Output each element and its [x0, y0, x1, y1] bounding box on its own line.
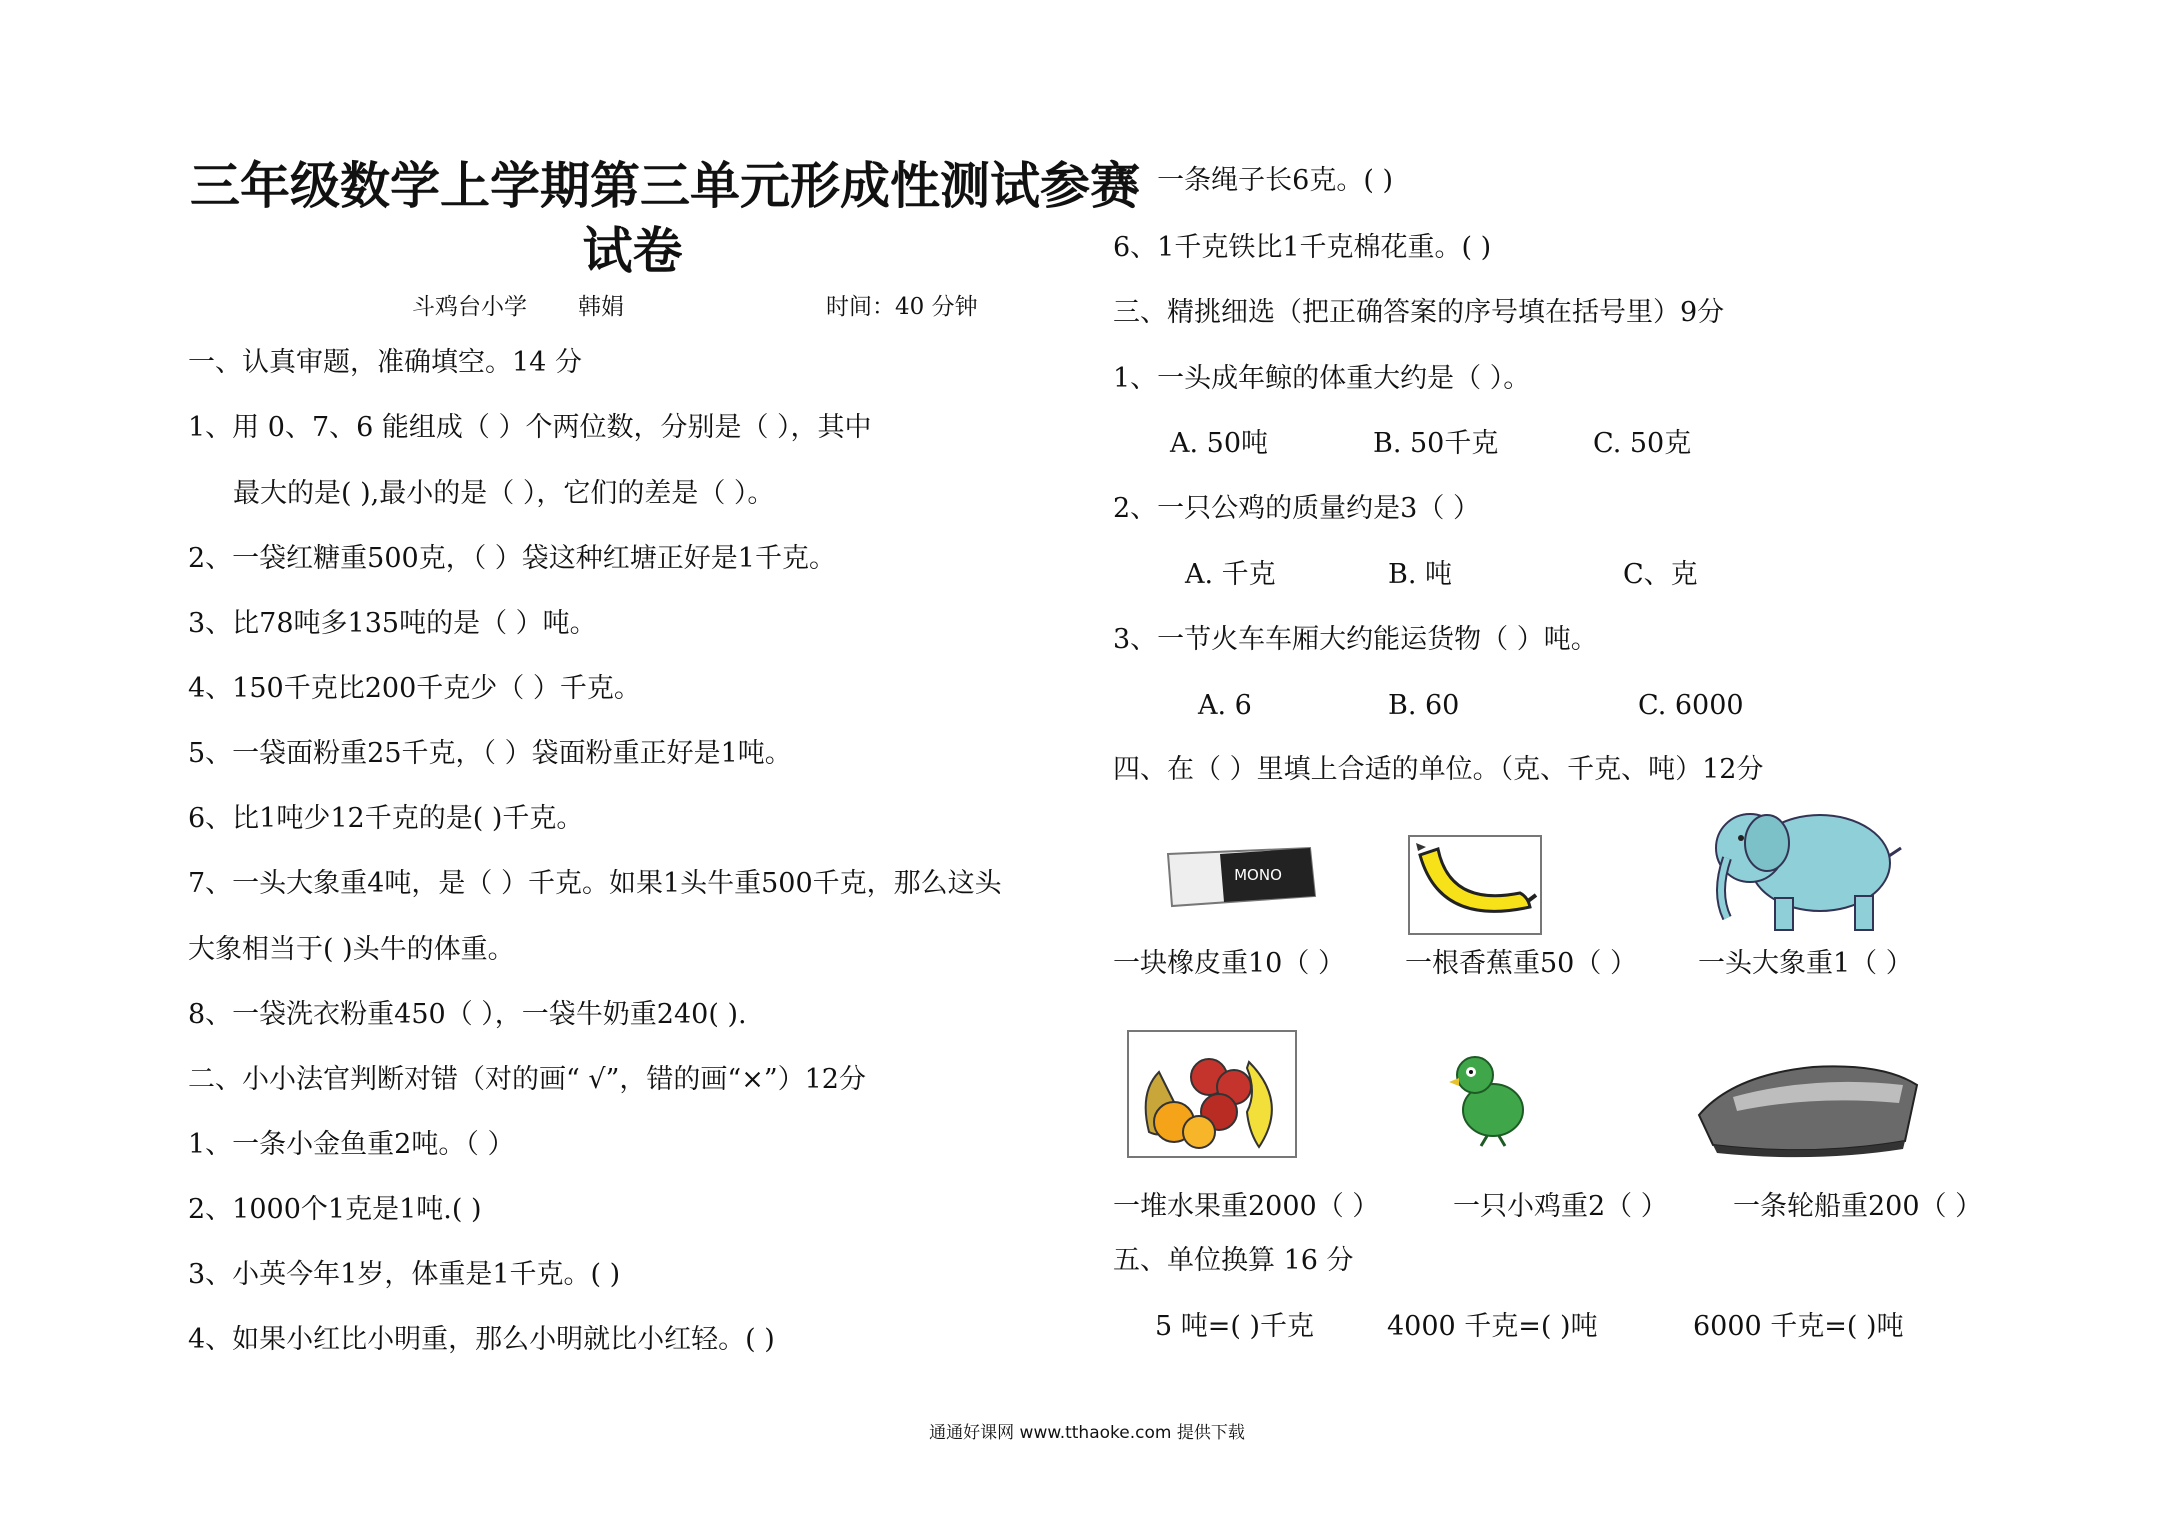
ship-illustration: [1693, 1045, 1923, 1163]
s1-question-2: 2、一袋红糖重500克，（ ）袋这种红塘正好是1千克。: [188, 543, 836, 574]
s1-question-1-cont: 最大的是( ),最小的是（ ），它们的差是（ ）。: [233, 478, 775, 509]
s1-question-7-cont: 大象相当于( )头牛的体重。: [188, 934, 515, 965]
school-name: 斗鸡台小学: [412, 294, 527, 320]
s5-conversion-1: 5 吨=( )千克: [1155, 1311, 1315, 1342]
s4-item-fruit: 一堆水果重2000（ ）: [1113, 1191, 1380, 1222]
s2-question-4: 4、如果小红比小明重，那么小明就比小红轻。( ): [188, 1324, 775, 1355]
s1-question-6: 6、比1吨少12千克的是( )千克。: [188, 803, 584, 834]
s1-question-4: 4、150千克比200千克少（ ）千克。: [188, 673, 641, 704]
elephant-illustration: [1705, 798, 1905, 938]
s3-q2-option-c: C、克: [1623, 559, 1698, 590]
s3-q3-option-b: B. 60: [1388, 690, 1460, 721]
s1-question-3: 3、比78吨多135吨的是（ ）吨。: [188, 608, 597, 639]
section1-heading: 一、认真审题，准确填空。14 分: [188, 347, 582, 378]
s3-question-3: 3、一节火车车厢大约能运货物（ ）吨。: [1113, 624, 1598, 655]
s3-q1-option-a: A. 50吨: [1170, 428, 1269, 459]
s4-item-chick: 一只小鸡重2（ ）: [1453, 1191, 1668, 1222]
page-title-line2: 试卷: [582, 222, 683, 280]
s1-question-7: 7、一头大象重4吨，是（ ）千克。如果1头牛重500千克，那么这头: [188, 868, 1002, 899]
section5-heading: 五、单位换算 16 分: [1113, 1245, 1354, 1276]
footer-source: 通通好课网 www.tthaoke.com 提供下载: [929, 1423, 1245, 1443]
s3-q1-option-c: C. 50克: [1593, 428, 1692, 459]
section3-heading: 三、精挑细选（把正确答案的序号填在括号里）9分: [1113, 297, 1725, 328]
eraser-brand-label: MONO: [1234, 866, 1282, 884]
s4-item-ship: 一条轮船重200（ ）: [1733, 1191, 1983, 1222]
banana-illustration: [1408, 835, 1542, 935]
s1-question-8: 8、一袋洗衣粉重450（ ），一袋牛奶重240( ).: [188, 999, 747, 1030]
time-limit: 时间：40 分钟: [826, 294, 978, 320]
teacher-name: 韩娟: [578, 294, 624, 320]
s3-q1-option-b: B. 50千克: [1373, 428, 1499, 459]
s1-question-1: 1、用 0、7、6 能组成（ ）个两位数，分别是（ ），其中: [188, 412, 872, 443]
s5-conversion-3: 6000 千克=( )吨: [1693, 1311, 1904, 1342]
eraser-illustration: [1160, 834, 1320, 914]
s3-question-2: 2、一只公鸡的质量约是3（ ）: [1113, 493, 1480, 524]
s1-question-5: 5、一袋面粉重25千克，（ ）袋面粉重正好是1吨。: [188, 738, 792, 769]
s3-q3-option-c: C. 6000: [1638, 690, 1744, 721]
section2-heading: 二、小小法官判断对错（对的画“ √”，错的画“×”）12分: [188, 1064, 866, 1095]
s5-conversion-2: 4000 千克=( )吨: [1387, 1311, 1598, 1342]
fruit-pile-illustration: [1127, 1030, 1297, 1158]
chick-illustration: [1445, 1040, 1535, 1150]
s4-item-eraser: 一块橡皮重10（ ）: [1113, 948, 1345, 979]
page-title: 三年级数学上学期第三单元形成性测试参赛: [190, 157, 1140, 215]
s2-question-1: 1、一条小金鱼重2吨。（ ）: [188, 1129, 515, 1160]
s2-question-5: 5、一条绳子长6克。( ): [1113, 165, 1394, 196]
s2-question-6: 6、1千克铁比1千克棉花重。( ): [1113, 232, 1492, 263]
s3-question-1: 1、一头成年鲸的体重大约是（ ）。: [1113, 363, 1531, 394]
s4-item-banana: 一根香蕉重50（ ）: [1405, 948, 1637, 979]
s3-q2-option-b: B. 吨: [1388, 559, 1453, 590]
section4-heading: 四、在（ ）里填上合适的单位。（克、千克、吨）12分: [1113, 754, 1764, 785]
s3-q3-option-a: A. 6: [1198, 690, 1252, 721]
s4-item-elephant: 一头大象重1（ ）: [1698, 948, 1913, 979]
s2-question-3: 3、小英今年1岁，体重是1千克。( ): [188, 1259, 621, 1290]
s2-question-2: 2、1000个1克是1吨.( ): [188, 1194, 482, 1225]
s3-q2-option-a: A. 千克: [1185, 559, 1276, 590]
